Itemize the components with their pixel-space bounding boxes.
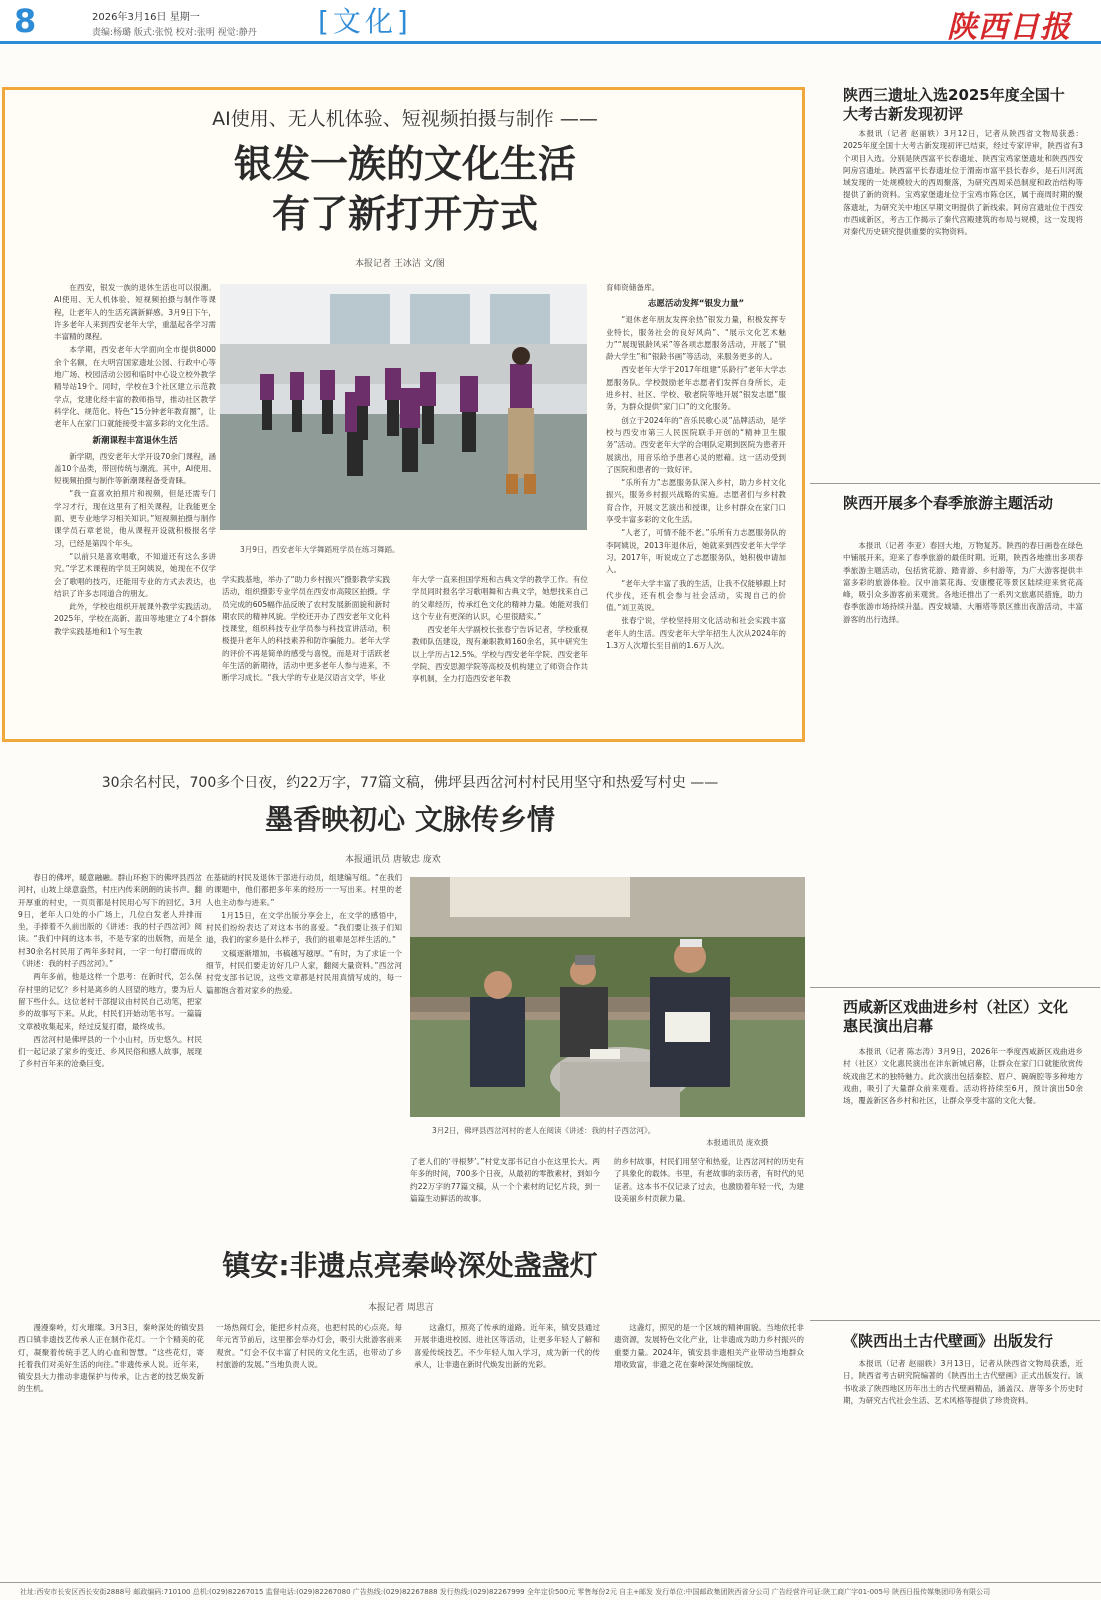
section-title: [文化]: [318, 5, 412, 38]
sidebar-story1-title: 陕西三遗址入选2025年度全国十大考古新发现初评: [843, 86, 1065, 123]
paragraph: 本报讯（记者 赵丽轶）3月13日，记者从陕西省文物局获悉，近日，陕西省考古研究院编著的《陕西出土古代壁画》正式出版发行。该书收录了陕西地区历年出土的古代壁画精品，涵盖汉、唐等多个历史时期，为研究古代社会生活、艺术风格等提供了珍贵资料。: [843, 1359, 1083, 1405]
feature2-kicker: 30余名村民，700多个日夜，约22万字，77篇文稿，佛坪县西岔河村村民用坚守和热爱写村史 ——: [101, 775, 719, 791]
elders-reading-photo: [410, 877, 805, 1117]
paragraph: “以前只是喜欢唱歌，不知道还有这么多讲究。”学艺术课程的学员王阿姨说，她现在不仅学会了歌唱的技巧，还能用专业的方式去表达，也结识了许多志同道合的朋友。: [54, 551, 216, 598]
paragraph: 本学期，西安老年大学面向全市提供8000余个名额，在大明宫国家遗址公园、行政中心等地广场、校园活动公园和临时中心设立校外教学精导站19个。同时，学校在3个社区建立示范教学点，党建化经丰富的教师指导，推动社区教学科学化、规范化、特色“15分钟老年教育圈”，让老年人在家门口就能接受丰富多彩的文化生活。: [54, 345, 216, 429]
paragraph: “乐所有力”志愿服务队深入乡村，助力乡村文化振兴，服务乡村振兴战略的实施。志愿者们与乡村教育合作，开展文艺演出和授课，让乡村群众在家门口享受丰富多彩的文化生活。: [606, 478, 786, 525]
paragraph: 这盏灯，照亮了传承的道路。近年来，镇安县通过开展非遗进校园、进社区等活动，让更多年轻人了解和喜爱传统技艺。不少年轻人加入学习，成为新一代的传承人，让非遗在新时代焕发出新的光彩。: [414, 1323, 600, 1369]
feature1-column-3: [412, 574, 588, 734]
photo1-caption: 3月9日，西安老年大学舞蹈班学员在练习舞蹈。: [240, 545, 400, 554]
paragraph: 的乡村故事，村民们用坚守和热爱，让西岔河村的历史有了具象化的载体。书里，有老故事的亲历者，有时代的见证者。这本书不仅记录了过去，也激励着年轻一代，为建设美丽乡村贡献力量。: [614, 1157, 804, 1203]
feature2-byline: 本报通讯员 唐敏忠 庞欢: [345, 855, 441, 865]
sidebar-story4-body: [843, 1358, 1083, 1576]
sidebar-story2-body: [843, 540, 1083, 965]
feature1-kicker: AI使用、无人机体验、短视频拍摄与制作 ——: [212, 108, 598, 130]
paragraph: 学实践基地，举办了“助力乡村振兴”摄影教学实践活动，组织摄影专业学员在西安市高陵区拍摄。学员完成的605幅作品反映了农村发展新面貌和新时期农民的精神风貌。学校还开办了西安老年文化科技课堂，组织科技专业学员参与科技宣讲活动，积极提升老年人的科技素养和防诈骗能力。老年大学的评价不再是简单的感受与喜悦，而是对于活跃老年生活的新期待，活动中更多老年人参与进来，不断学习成长。“我大学的专业是汉语言文学，毕业: [222, 575, 390, 683]
paragraph: “我一直喜欢拍照片和视频，但是还需专门学习才行，现在这里有了相关课程，让我能更全面、更专业地学习相关知识。”短视频拍摄与制作课学员石章老说，他从课程开设就积极报名学习，已经是第四个年头。: [54, 489, 216, 548]
feature3-column-2: [216, 1322, 402, 1578]
dance-class-photo: [220, 284, 587, 530]
paragraph: 了老人们的‘寻根梦’。”村党支部书记自小在这里长大。两年多的时间，700多个日夜，从最初的零散素材，到如今约22万字的77篇文稿，从一个个素材的记忆片段，到一篇篇生动鲜活的故事。: [410, 1157, 600, 1203]
subheading: 新潮课程丰富退休生活: [92, 435, 178, 446]
editor-credits: 责编:杨璐 版式:张悦 校对:张明 视觉:静丹: [92, 28, 257, 38]
feature2-headline: 墨香映初心 文脉传乡情: [265, 803, 555, 836]
paragraph: 一场热闹灯会，能把乡村点亮，也把村民的心点亮。每年元宵节前后，这里都会举办灯会，吸引大批游客前来观赏。“灯会不仅丰富了村民的文化生活，也带动了乡村旅游的发展。”当地负责人说。: [216, 1323, 402, 1369]
page-number: 8: [14, 2, 37, 40]
sidebar-story4-title: 《陕西出土古代壁画》出版发行: [843, 1332, 1054, 1350]
feature1-headline-line2: 有了新打开方式: [271, 192, 538, 236]
feature3-column-4: [614, 1322, 804, 1578]
paragraph: 创立于2024年的“音乐民歌心灵”品牌活动，是学校与西安市第三人民医院联手开创的“精神卫生服务”活动。西安老年大学的合唱队定期到医院为患者开展演出，用音乐给予患者心灵的慰藉。这一活动受到了医院和患者的一致好评。: [606, 415, 786, 474]
paragraph: “老年大学丰富了我的生活，让我不仅能够跟上时代步伐，还有机会参与社会活动，实现自己的价值。”刘卫英说。: [606, 578, 786, 613]
feature2-column-3: [410, 1156, 600, 1224]
paragraph: 西安老年大学于2017年组建“乐龄行”老年大学志愿服务队。学校鼓励老年志愿者们发挥自身所长，走进乡村、社区、学校、敬老院等地开展“银发志愿”服务，为群众提供“家门口”的文化服务。: [606, 365, 786, 412]
feature2-column-4: [614, 1156, 804, 1224]
paragraph: 育师资储备库。: [606, 283, 660, 292]
paragraph: 本报讯（记者 赵丽轶）3月12日，记者从陕西省文物局获悉：2025年度全国十大考古新发现初评已结束，经过专家评审，陕西省有3个项目入选。分别是陕西富平长春遗址、陕西宝鸡家堡遗址和陕西西安阿房宫遗址。陕西富平长春遗址位于渭南市富平县长春乡，是石川河流域发现的一处规模较大的西周聚落，为研究西周采邑制度和政治结构等提供了新的资料。宝鸡家堡遗址位于宝鸡市陈仓区，属于商周时期的聚落遗址，为研究关中地区早期文明提供了新线索。阿房宫遗址位于西安市西咸新区，考古工作揭示了秦代宫殿建筑的布局与规模，这一发现将对秦代历史研究提供重要的实物资料。: [843, 129, 1083, 237]
paragraph: 本报讯（记者 李亚）春回大地，万物复苏。陕西的春日画卷在绿色中铺展开来，迎来了春季旅游的最佳时期。近期，陕西各地推出多项春季旅游主题活动，包括赏花游、踏青游、乡村游等，为广大游客提供丰富多彩的旅游体验。汉中油菜花海、安康樱花等景区陆续迎来赏花高峰，吸引众多游客前来观赏。各地还推出了一系列文旅惠民措施，助力春季旅游市场持续升温。西安城墙、大雁塔等景区推出夜游活动，丰富游客的出行选择。: [843, 541, 1083, 624]
feature1-column-1: [54, 282, 216, 734]
paragraph: 张春宁说，学校坚持用文化活动和社会实践丰富老年人的生活。西安老年大学年招生人次从2024年的1.3万人次增长至目前的1.6万人次。: [606, 616, 786, 651]
paragraph: 春日的佛坪，暖意融融。群山环抱下的佛坪县西岔河村，山坡上绿意盎然，村庄内传来朗朗的读书声。翻开厚重的村史，一页页都是村民用心写下的回忆。3月9日，老年人口处的小广场上，几位白发老人并排而坐，手捧着不久前出版的《讲述：我的村子西岔河》阅读。“我们中间的这本书，不是专家的出版物，而是全村30余名村民用了两年多时间，一字一句打磨而成的《讲述：我的村子西岔河》。”: [18, 873, 202, 969]
paragraph: “退休老年朋友发挥余热”银发力量，积极发挥专业特长，服务社会的良好风尚”、“展示文化艺术魅力”“展现银龄风采”等各项志愿服务活动，开展了“银龄大学生”和“银龄书画”等活动，来服务更多的人。: [606, 315, 786, 362]
feature1-column-2: [222, 574, 390, 734]
paragraph: “人老了，可情不能不老。”乐所有力志愿服务队的李阿姨说，2013年退休后，她就来到西安老年大学学习。2017年，听说成立了志愿服务队，她积极申请加入。: [606, 528, 786, 575]
feature1-column-4: [606, 282, 786, 734]
paragraph: 这盏灯，照见的是一个区域的精神面貌。当地依托非遗资源，发展特色文化产业，让非遗成为助力乡村振兴的重要力量。2024年，镇安县非遗相关产业带动当地群众增收致富，非遗之花在秦岭深处绚丽绽放。: [614, 1323, 804, 1369]
sidebar-story1-body: [843, 128, 1083, 473]
footer-imprint: 社址:西安市长安区西长安街2888号 邮政编码:710100 总机:(029)82267015 监督电话:(029)82267080 广告热线:(029)82267888 发行热线:(029)82267999 全年定价500元 零售每份2元 自主+邮发 发行单位:中国邮政集团陕西省分公司 广告经营许可证:陕工商广字01-005号 陕西日报传媒集团印务有限公司: [0, 1582, 1101, 1600]
issue-date: 2026年3月16日 星期一: [92, 12, 200, 23]
paragraph: 1月15日，在文学出版分享会上，在文学的感悟中，村民们纷纷表达了对这本书的喜爱。“我们要让孩子们知道，我们的家乡是什么样子，我们的祖辈是怎样生活的。”: [206, 910, 402, 945]
feature2-column-1: [18, 872, 202, 1222]
paragraph: 本报讯（记者 陈志涛）3月9日，2026年一季度西咸新区戏曲进乡村（社区）文化惠民演出在沣东新城启幕，让群众在家门口就能欣赏传统戏曲艺术的独特魅力。此次演出包括秦腔、眉户、碗碗腔等多种地方戏曲，吸引了大量群众前来观看。活动将持续至6月，预计演出50余场，覆盖新区各乡村和社区，让群众享受丰富的文化大餐。: [843, 1047, 1083, 1106]
newspaper-logo: 陕西日报: [947, 10, 1071, 45]
photo2-credit: 本报通讯员 庞欢摄: [706, 1138, 769, 1147]
feature3-column-3: [414, 1322, 600, 1578]
paragraph: 在西安，银发一族的退休生活也可以很潮。AI使用、无人机体验、短视频拍摄与制作等课程，让老年人的生活充满新鲜感。3月9日下午，许多老年人来到西安老年大学，重温起各学习需丰富精的课程。: [54, 283, 216, 342]
feature3-column-1: [18, 1322, 204, 1578]
paragraph: 漫漫秦岭，灯火璀璨。3月3日，秦岭深处的镇安县西口镇非遗技艺传承人正在制作花灯。一个个精美的花灯，凝聚着传统手艺人的心血和智慧。“这些花灯，寄托着我们对美好生活的向往。”非遗传承人说。近年来，镇安县大力推动非遗保护与传承，让古老的技艺焕发新的生机。: [18, 1323, 204, 1394]
sidebar-story3-title: 西咸新区戏曲进乡村（社区）文化惠民演出启幕: [843, 998, 1069, 1035]
paragraph: 文稿逐渐增加，书稿越写越厚。“有时，为了求证一个细节，村民们要走访好几户人家，翻阅大量资料。”西岔河村党支部书记说，这些文章都是村民用真情写成的，每一篇都饱含着对家乡的热爱。: [206, 948, 402, 995]
sidebar-story2-title: 陕西开展多个春季旅游主题活动: [843, 494, 1054, 512]
feature3-byline: 本报记者 周思言: [368, 1303, 434, 1313]
feature3-headline: 镇安:非遗点亮秦岭深处盏盏灯: [222, 1249, 598, 1282]
sidebar-divider: [810, 987, 1100, 988]
feature2-column-2: [206, 872, 402, 1222]
paragraph: 在基础的村民及退休干部进行动员，组建编写组。“在我们的课题中，他们都把多年来的经历一一写出来。村里的老人也主动参与进来。”: [206, 873, 402, 907]
feature1-byline: 本报记者 王冰洁 文/图: [355, 259, 445, 269]
sidebar-story3-body: [843, 1046, 1083, 1306]
paragraph: 西岔河村是佛坪县的一个小山村，历史悠久。村民们一起记录了家乡的变迁、乡风民俗和感人故事，展现了乡村百年来的沧桑巨变。: [18, 1034, 202, 1069]
paragraph: 年大学一直来担国学班和古典文学的教学工作。有位学员同时报名学习歌唱舞和古典文学，她想找来自己的父辈经历，传承红色文化的精神力量。她能对我们这个专业有更深的认识，心里很踏实。”: [412, 575, 588, 621]
paragraph: 此外，学校也组织开展课外教学实践活动。2025年，学校在高新、蓝田等地建立了4个群体教学实践基地和1个写生教: [54, 602, 216, 636]
photo2-caption: 3月2日，佛坪县西岔河村的老人在阅读《讲述：我的村子西岔河》。: [432, 1126, 656, 1135]
sidebar-divider: [810, 483, 1100, 484]
paragraph: 新学期，西安老年大学开设70余门课程，涵盖10个品类，带回传统与潮流。其中，AI使用、短视频拍摄与制作等新潮课程备受青睐。: [54, 451, 216, 486]
masthead: [0, 0, 1101, 44]
paragraph: 西安老年大学副校长张春宁告诉记者，学校重视教师队伍建设，现有兼职教师160余名，其中研究生以上学历占12.5%。学校与西安老年学院、西安老年学院、西安思源学院等高校及机构建立了师资合作共享机制，全力打造西安老年教: [412, 625, 588, 684]
subheading: 志愿活动发挥“银发力量”: [647, 299, 745, 310]
sidebar-divider: [810, 1320, 1100, 1321]
paragraph: 两年多前，他是这样一个思考：在新时代，怎么保存村里的记忆？乡村是离乡的人回望的地方，要为后人留下些什么。这位老村干部提议由村民自己动笔，把家乡的故事写下来。从此，村民们开始动笔书写。一篇篇文章被收集起来，经过反复打磨，最终成书。: [18, 972, 202, 1031]
feature1-headline-line1: 银发一族的文化生活: [233, 142, 576, 186]
